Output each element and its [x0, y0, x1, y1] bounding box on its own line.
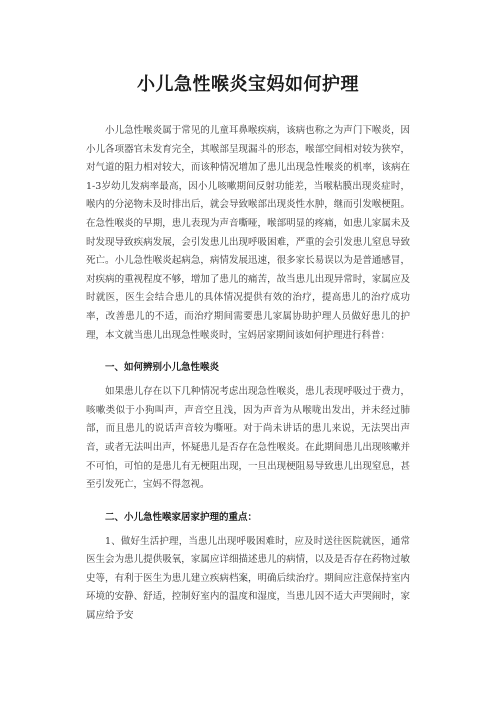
- section-heading-identify: 一、如何辨别小儿急性喉炎: [105, 362, 220, 374]
- section-body-identify: 如果患儿存在以下几种情况考虑出现急性喉炎，患儿表现呼吸过于费力，咳嗽类似于小狗叫声，声音空且浅，因为声音为从喉咙出发出，并未经过肺部，而且患儿的说话声音较为嘶哑。对于尚未讲话的患儿来说，无法哭出声音，或者无法叫出声，怀疑患儿是否存在急性喉炎。在此期间患儿出现咳嗽并不可怕，可怕的是患儿有无梗阻出现，一旦出现梗阻易导致患儿出现窒息，甚至引发死亡，宝妈不得忽视。: [86, 386, 410, 491]
- page-title: 小儿急性喉炎宝妈如何护理: [137, 74, 359, 95]
- section-heading-home-care: 二、小儿急性喉家居家护理的重点：: [105, 511, 258, 523]
- intro-paragraph: 小儿急性喉炎属于常见的儿童耳鼻喉疾病，该病也称之为声门下喉炎，因小儿各项器官未发育完全，其喉部呈现漏斗的形态，喉部空间相对较为狭窄，对气道的阻力相对较大，而该种情况增加了患儿出现急性喉炎的机率，该病在1-3岁幼儿发病率最高，因小儿咳嗽期间反射功能差，当喉粘膜出现炎症时，喉内的分泌物未及时排出后，就会导致喉部出现炎性水肿，继而引发喉梗阻。在急性喉炎的早期，患儿表现为声音嘶哑，喉部明显的疼痛，如患儿家属未及时发现导致疾病发展，会引发患儿出现呼吸困难，严重的会引发患儿窒息导致死亡。小儿急性喉炎起病急，病情发展迅速，很多家长易误以为是普通感冒，对疾病的重视程度不够，增加了患儿的痛苦，故当患儿出现异常时，家属应及时就医，医生会结合患儿的具体情况提供有效的治疗，提高患儿的治疗成功率，改善患儿的不适，而治疗期间需要患儿家属协助护理人员做好患儿的护理，本文就当患儿出现急性喉炎时，宝妈居家期间该如何护理进行科普：: [86, 125, 410, 341]
- section-body-home-care: 1、做好生活护理，当患儿出现呼吸困难时，应及时送往医院就医，通常医生会为患儿提供吸氧，家属应详细描述患儿的病情，以及是否存在药物过敏史等，有利于医生为患儿建立疾病档案，明确后续治疗。期间应注意保持室内环境的安静、舒适，控制好室内的温度和湿度，当患儿因不适大声哭闹时，家属应给予安: [86, 535, 410, 622]
